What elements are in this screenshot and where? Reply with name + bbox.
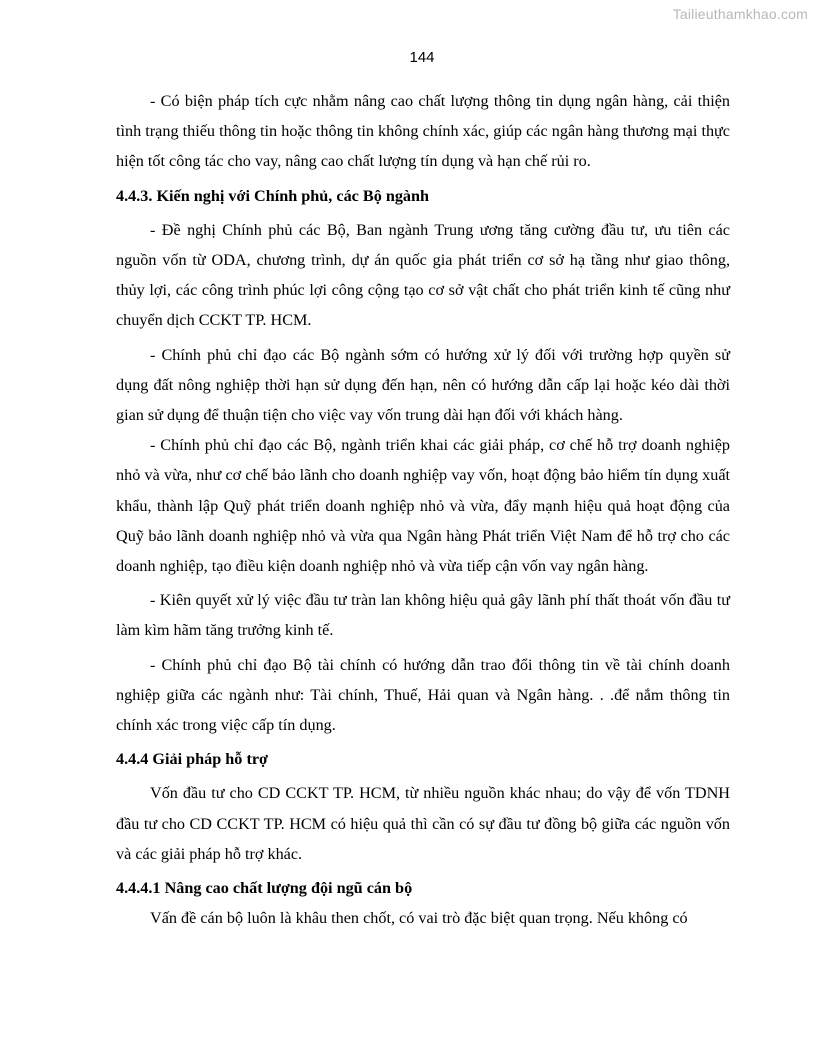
heading-4-4-3: 4.4.3. Kiến nghị với Chính phủ, các Bộ ngành [116, 186, 430, 205]
paragraph-support-solutions: Vốn đầu tư cho CD CCKT TP. HCM, từ nhiều nguồn khác nhau; do vậy để vốn TDNH đầu tư cho CD CCKT TP. HCM có hiệu quả thì cần có sự đầu tư đồng bộ giữa các nguồn vốn và các giải pháp hỗ trợ khác. [116, 784, 730, 863]
paragraph-infrastructure-investment: - Đề nghị Chính phủ các Bộ, Ban ngành Trung ương tăng cường đầu tư, ưu tiên các nguồn vốn từ ODA, chương trình, dự án quốc gia phát triển cơ sở hạ tầng như giao thông, thủy lợi, các công trình phúc lợi công cộng tạo cơ sở vật chất cho phát triển kinh tế cũng như chuyển dịch CCKT TP. HCM. [116, 220, 730, 330]
paragraph-investment-waste: - Kiên quyết xử lý việc đầu tư tràn lan không hiệu quả gây lãnh phí thất thoát vốn đầu tư làm kìm hãm tăng trưởng kinh tế. [116, 591, 730, 640]
paragraph-staff-quality: Vấn đề cán bộ luôn là khâu then chốt, có vai trò đặc biệt quan trọng. Nếu không có [150, 909, 688, 928]
watermark: Tailieuthamkhao.com [672, 6, 808, 22]
paragraph-credit-information: - Có biện pháp tích cực nhằm nâng cao chất lượng thông tin dụng ngân hàng, cải thiện tình trạng thiếu thông tin hoặc thông tin không chính xác, giúp các ngân hàng thương mại thực hiện tốt công tác cho vay, nâng cao chất lượng tín dụng và hạn chế rủi ro. [116, 92, 730, 171]
paragraph-sme-support: - Chính phủ chỉ đạo các Bộ, ngành triển khai các giải pháp, cơ chế hỗ trợ doanh nghiệp nhỏ và vừa, như cơ chế bảo lãnh cho doanh nghiệp vay vốn, hoạt động bảo hiểm tín dụng xuất khẩu, thành lập Quỹ phát triển doanh nghiệp nhỏ và vừa, đẩy mạnh hiệu quả hoạt động của Quỹ bảo lãnh doanh nghiệp nhỏ và vừa qua Ngân hàng Phát triển Việt Nam để hỗ trợ cho các doanh nghiệp, tạo điều kiện doanh nghiệp nhỏ và vừa tiếp cận vốn vay ngân hàng. [116, 436, 730, 576]
page-number: 144 [409, 49, 435, 66]
document-body [116, 86, 730, 933]
heading-4-4-4: 4.4.4 Giải pháp hỗ trợ [116, 750, 268, 769]
paragraph-financial-information: - Chính phủ chỉ đạo Bộ tài chính có hướng dẫn trao đổi thông tin về tài chính doanh nghiệp giữa các ngành như: Tài chính, Thuế, Hải quan và Ngân hàng. . .để nắm thông tin chính xác trong việc cấp tín dụng. [116, 655, 730, 735]
heading-4-4-4-1: 4.4.4.1 Nâng cao chất lượng đội ngũ cán bộ [116, 879, 413, 898]
paragraph-land-use-rights: - Chính phủ chỉ đạo các Bộ ngành sớm có hướng xử lý đối với trường hợp quyền sử dụng đất nông nghiệp thời hạn sử dụng đến hạn, nên có hướng dẫn cấp lại hoặc kéo dài thời gian sử dụng để thuận tiện cho việc vay vốn trung dài hạn đối với khách hàng. [116, 345, 730, 425]
